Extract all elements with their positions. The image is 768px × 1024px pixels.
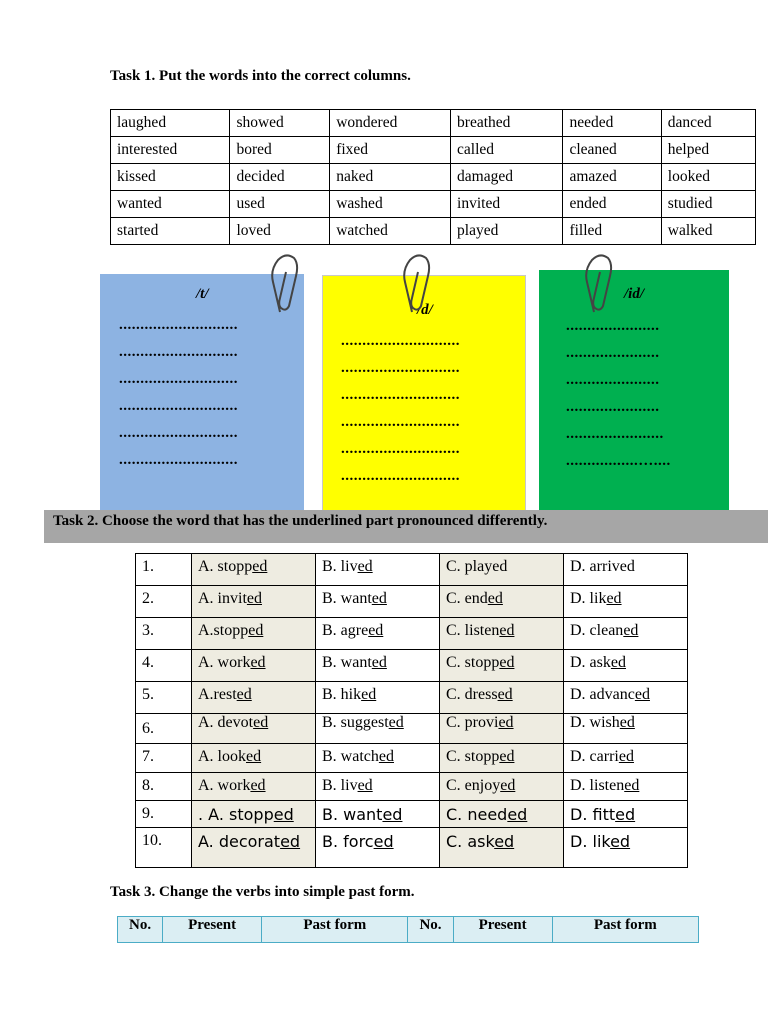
- underlined-part: ed: [388, 714, 404, 731]
- option-c: [440, 744, 564, 773]
- option-b: [316, 714, 440, 744]
- answer-line: ............................: [341, 387, 460, 403]
- option-text: A.stopp: [198, 622, 249, 639]
- option-text: A. invit: [198, 590, 247, 607]
- option-c: [440, 554, 564, 586]
- option-text: C. dress: [446, 686, 498, 703]
- underlined-part: ed: [499, 654, 515, 671]
- word-row: [111, 137, 756, 164]
- option-text: C. stopp: [446, 748, 500, 765]
- option-text: A. devot: [198, 714, 254, 731]
- option-a: [192, 773, 316, 801]
- option-c: [440, 650, 564, 682]
- underlined-part: ed: [487, 590, 503, 607]
- answer-line: .................…....: [566, 453, 671, 469]
- task3-verb-table: [117, 916, 699, 943]
- task3-header-row: [118, 917, 699, 943]
- word-row: [111, 110, 756, 137]
- underlined-part: ed: [606, 590, 622, 607]
- option-text: C. need: [446, 805, 508, 824]
- word-cell: interested: [111, 137, 230, 164]
- word-cell: amazed: [563, 164, 661, 191]
- option-b: [316, 682, 440, 714]
- word-cell: wondered: [330, 110, 451, 137]
- option-a: [192, 801, 316, 828]
- word-cell: helped: [661, 137, 755, 164]
- option-a: [192, 586, 316, 618]
- word-cell: played: [451, 218, 563, 245]
- option-d: [564, 554, 688, 586]
- option-text: D. arrived: [570, 558, 635, 575]
- option-d: [564, 714, 688, 744]
- answer-line: ............................: [119, 398, 238, 414]
- option-text: D. lik: [570, 832, 611, 851]
- question-row: [136, 618, 688, 650]
- word-cell: started: [111, 218, 230, 245]
- option-text: A. work: [198, 777, 251, 794]
- question-number: 10.: [136, 828, 192, 868]
- answer-line: ............................: [341, 441, 460, 457]
- question-row: [136, 714, 688, 744]
- option-text: C. stopp: [446, 654, 500, 671]
- underlined-part: ed: [371, 654, 387, 671]
- note-d-lines: [341, 328, 460, 490]
- underlined-part: ed: [357, 558, 373, 575]
- note-id-lines: [566, 313, 671, 475]
- header-no: No.: [408, 917, 453, 943]
- underlined-part: ed: [624, 777, 640, 794]
- underlined-part: ed: [499, 622, 515, 639]
- word-cell: kissed: [111, 164, 230, 191]
- option-text: B. want: [322, 805, 383, 824]
- underlined-part: ed: [494, 832, 515, 851]
- option-c: [440, 618, 564, 650]
- option-c: [440, 801, 564, 828]
- task2-title: Task 2. Choose the word that has the underlined part pronounced differently.: [53, 513, 548, 529]
- word-cell: decided: [230, 164, 330, 191]
- option-text: B. suggest: [322, 714, 389, 731]
- option-b: [316, 618, 440, 650]
- answer-line: ......................: [566, 372, 660, 388]
- underlined-part: ed: [623, 622, 639, 639]
- option-a: [192, 682, 316, 714]
- word-row: [111, 191, 756, 218]
- option-text: A. decorat: [198, 832, 281, 851]
- underlined-part: ed: [236, 686, 252, 703]
- word-cell: breathed: [451, 110, 563, 137]
- option-text: B. agre: [322, 622, 369, 639]
- option-text: B. hik: [322, 686, 362, 703]
- word-cell: showed: [230, 110, 330, 137]
- answer-line: ............................: [119, 452, 238, 468]
- option-text: B. want: [322, 654, 372, 671]
- word-row: [111, 218, 756, 245]
- option-text: C. listen: [446, 622, 500, 639]
- option-d: [564, 828, 688, 868]
- question-row: [136, 682, 688, 714]
- option-text: D. fitt: [570, 805, 616, 824]
- option-text: C. played: [446, 558, 508, 575]
- option-b: [316, 773, 440, 801]
- option-text: A.rest: [198, 686, 237, 703]
- underlined-part: ed: [250, 777, 266, 794]
- option-text: A. look: [198, 748, 246, 765]
- option-c: [440, 586, 564, 618]
- question-number: 1.: [136, 554, 192, 586]
- option-a: [192, 650, 316, 682]
- option-text: D. carri: [570, 748, 619, 765]
- note-t-lines: [119, 312, 238, 474]
- option-text: . A. stopp: [198, 805, 274, 824]
- option-text: D. wish: [570, 714, 620, 731]
- option-a: [192, 714, 316, 744]
- underlined-part: ed: [253, 714, 269, 731]
- task1-word-table: [110, 109, 756, 245]
- question-row: [136, 801, 688, 828]
- question-row: [136, 773, 688, 801]
- word-cell: danced: [661, 110, 755, 137]
- answer-line: ............................: [341, 333, 460, 349]
- underlined-part: ed: [250, 654, 266, 671]
- option-a: [192, 554, 316, 586]
- underlined-part: ed: [498, 714, 514, 731]
- option-a: [192, 618, 316, 650]
- option-text: C. enjoy: [446, 777, 501, 794]
- option-text: C. provi: [446, 714, 499, 731]
- option-text: D. lik: [570, 590, 607, 607]
- answer-line: ............................: [119, 317, 238, 333]
- note-id-label: /id/: [624, 286, 645, 302]
- option-c: [440, 828, 564, 868]
- word-cell: looked: [661, 164, 755, 191]
- option-a: [192, 828, 316, 868]
- option-d: [564, 586, 688, 618]
- answer-line: ......................: [566, 318, 660, 334]
- answer-line: ............................: [341, 360, 460, 376]
- underlined-part: ed: [357, 777, 373, 794]
- option-b: [316, 554, 440, 586]
- note-t-label: /t/: [196, 286, 209, 302]
- word-cell: called: [451, 137, 563, 164]
- word-row: [111, 164, 756, 191]
- header-no: No.: [118, 917, 163, 943]
- word-cell: invited: [451, 191, 563, 218]
- note-id: [539, 270, 729, 510]
- option-c: [440, 682, 564, 714]
- note-d-label: /d/: [417, 302, 433, 318]
- underlined-part: ed: [618, 748, 634, 765]
- option-text: A. stopp: [198, 558, 253, 575]
- option-text: B. watch: [322, 748, 379, 765]
- task3-title: Task 3. Change the verbs into simple past form.: [110, 884, 415, 900]
- question-row: [136, 650, 688, 682]
- option-c: [440, 714, 564, 744]
- option-text: C. end: [446, 590, 488, 607]
- underlined-part: ed: [252, 558, 268, 575]
- option-d: [564, 682, 688, 714]
- answer-line: ............................: [119, 371, 238, 387]
- task1-title: Task 1. Put the words into the correct columns.: [110, 68, 411, 84]
- option-text: D. advanc: [570, 686, 635, 703]
- underlined-part: ed: [497, 686, 513, 703]
- answer-line: ......................: [566, 399, 660, 415]
- question-row: [136, 586, 688, 618]
- underlined-part: ed: [499, 748, 515, 765]
- option-c: [440, 773, 564, 801]
- word-cell: walked: [661, 218, 755, 245]
- underlined-part: ed: [361, 686, 377, 703]
- underlined-part: ed: [634, 686, 650, 703]
- header-present: Present: [453, 917, 552, 943]
- task2-choice-table: [135, 553, 688, 868]
- word-cell: bored: [230, 137, 330, 164]
- underlined-part: ed: [246, 748, 262, 765]
- answer-line: .......................: [566, 426, 664, 442]
- option-text: D. ask: [570, 654, 611, 671]
- underlined-part: ed: [248, 622, 264, 639]
- answer-line: ............................: [341, 468, 460, 484]
- underlined-part: ed: [373, 832, 394, 851]
- option-b: [316, 744, 440, 773]
- question-number: 4.: [136, 650, 192, 682]
- answer-line: ............................: [341, 414, 460, 430]
- underlined-part: ed: [273, 805, 294, 824]
- option-b: [316, 828, 440, 868]
- option-b: [316, 801, 440, 828]
- option-d: [564, 618, 688, 650]
- option-b: [316, 650, 440, 682]
- word-cell: cleaned: [563, 137, 661, 164]
- underlined-part: ed: [382, 805, 403, 824]
- underlined-part: ed: [610, 654, 626, 671]
- underlined-part: ed: [500, 777, 516, 794]
- underlined-part: ed: [610, 832, 631, 851]
- word-cell: studied: [661, 191, 755, 218]
- word-cell: filled: [563, 218, 661, 245]
- option-text: D. listen: [570, 777, 625, 794]
- word-cell: ended: [563, 191, 661, 218]
- option-text: B. want: [322, 590, 372, 607]
- underlined-part: ed: [615, 805, 636, 824]
- word-cell: laughed: [111, 110, 230, 137]
- word-cell: needed: [563, 110, 661, 137]
- option-text: B. liv: [322, 558, 358, 575]
- question-row: [136, 744, 688, 773]
- word-cell: loved: [230, 218, 330, 245]
- task2-header-bar: [44, 510, 768, 543]
- word-cell: wanted: [111, 191, 230, 218]
- underlined-part: ed: [280, 832, 301, 851]
- option-d: [564, 773, 688, 801]
- question-row: [136, 554, 688, 586]
- question-number: 9.: [136, 801, 192, 828]
- question-number: 6.: [136, 714, 192, 744]
- option-text: C. ask: [446, 832, 495, 851]
- option-b: [316, 586, 440, 618]
- underlined-part: ed: [378, 748, 394, 765]
- underlined-part: ed: [246, 590, 262, 607]
- option-text: B. liv: [322, 777, 358, 794]
- word-cell: used: [230, 191, 330, 218]
- question-number: 7.: [136, 744, 192, 773]
- paperclip-icon: [400, 250, 434, 316]
- underlined-part: ed: [619, 714, 635, 731]
- underlined-part: ed: [371, 590, 387, 607]
- header-present: Present: [163, 917, 262, 943]
- paperclip-icon: [268, 250, 302, 316]
- underlined-part: ed: [507, 805, 528, 824]
- option-a: [192, 744, 316, 773]
- header-past-form: Past form: [552, 917, 698, 943]
- question-number: 2.: [136, 586, 192, 618]
- header-past-form: Past form: [262, 917, 408, 943]
- option-text: D. clean: [570, 622, 624, 639]
- answer-line: ............................: [119, 425, 238, 441]
- word-cell: washed: [330, 191, 451, 218]
- question-row: [136, 828, 688, 868]
- word-cell: fixed: [330, 137, 451, 164]
- word-cell: naked: [330, 164, 451, 191]
- option-d: [564, 650, 688, 682]
- option-d: [564, 744, 688, 773]
- answer-line: ............................: [119, 344, 238, 360]
- question-number: 8.: [136, 773, 192, 801]
- question-number: 5.: [136, 682, 192, 714]
- answer-line: ......................: [566, 345, 660, 361]
- option-d: [564, 801, 688, 828]
- option-text: A. work: [198, 654, 251, 671]
- word-cell: watched: [330, 218, 451, 245]
- option-text: B. forc: [322, 832, 374, 851]
- paperclip-icon: [582, 250, 616, 316]
- word-cell: damaged: [451, 164, 563, 191]
- underlined-part: ed: [368, 622, 384, 639]
- question-number: 3.: [136, 618, 192, 650]
